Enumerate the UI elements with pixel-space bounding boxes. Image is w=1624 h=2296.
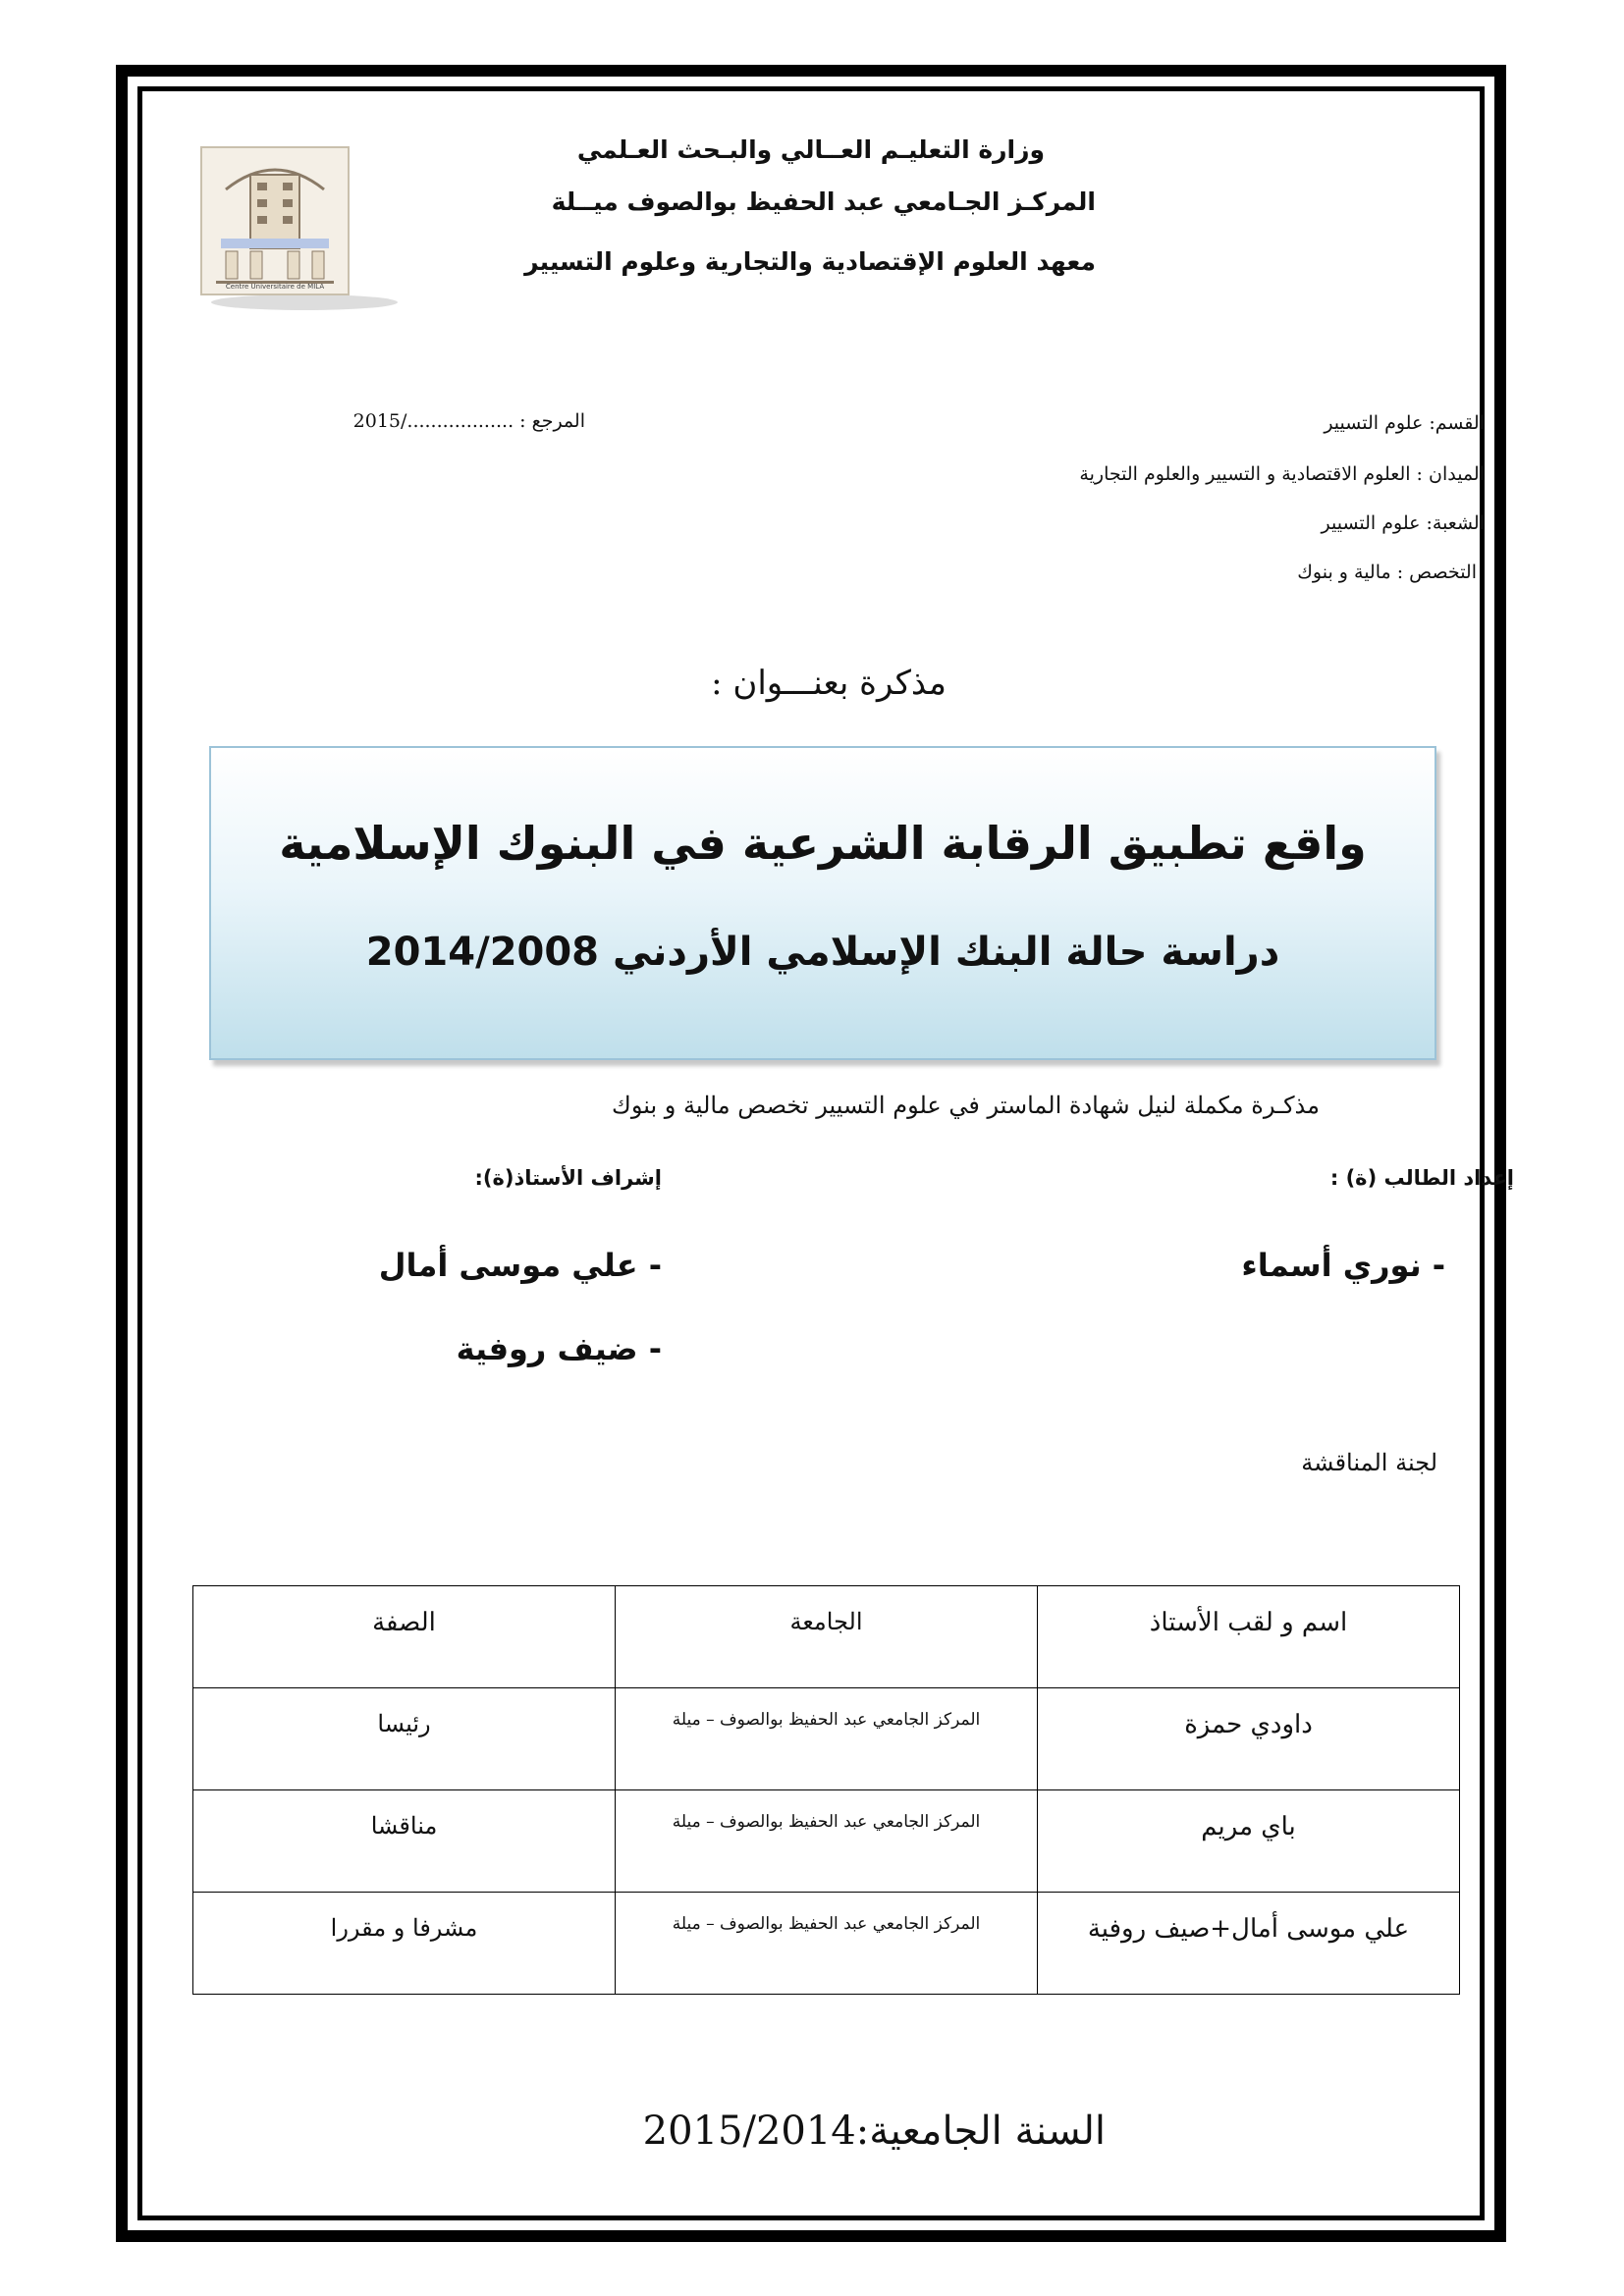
logo-caption: Centre Universitaire de MILA	[225, 283, 325, 291]
department-label: القسم: علوم التسيير	[1324, 412, 1485, 434]
thesis-main-title: واقع تطبيق الرقابة الشرعية في البنوك الإسلامية	[279, 817, 1367, 870]
supervisor-label: إشراف الأستاذ(ة):	[474, 1166, 662, 1190]
member-role: رئيسا	[193, 1688, 616, 1790]
ministry-name: وزارة التعليـم العــالي والبـحث العـلمي	[576, 135, 1045, 164]
branch-label: الشعبة: علوم التسيير	[1321, 512, 1485, 534]
header-university: الجامعة	[616, 1586, 1038, 1688]
member-university: المركز الجامعي عبد الحفيظ بوالصوف – ميلة	[616, 1688, 1038, 1790]
university-center-name: المركـز الجـامعي عبد الحفيظ بوالصوف ميــلة	[551, 187, 1096, 216]
institute-name: معهد العلوم الإقتصادية والتجارية وعلوم التسيير	[524, 247, 1096, 276]
header-role: الصفة	[193, 1586, 616, 1688]
degree-statement: مذكـرة مكملة لنيل شهادة الماستر في علوم التسيير تخصص مالية و بنوك	[612, 1092, 1320, 1119]
thesis-title-box	[209, 746, 1436, 1060]
academic-year: السنة الجامعية:2015/2014	[642, 2109, 1106, 2154]
thesis-subtitle: دراسة حالة البنك الإسلامي الأردني 2014/2008	[365, 930, 1280, 975]
reference-number: المرجع : ................../2015	[352, 410, 585, 432]
member-role: مشرفا و مقررا	[193, 1893, 616, 1995]
committee-label: لجنة المناقشة	[1301, 1449, 1437, 1476]
supervisor-name-1: - علي موسى أمال	[378, 1247, 662, 1284]
student-label: إعداد الطالب (ة) :	[1329, 1166, 1514, 1190]
member-university: المركز الجامعي عبد الحفيظ بوالصوف – ميلة	[616, 1893, 1038, 1995]
student-name: - نوري أسماء	[1241, 1247, 1445, 1284]
supervisor-name-2: - ضيف روفية	[456, 1330, 662, 1367]
field-label: الميدان : العلوم الاقتصادية و التسيير والعلوم التجارية	[1079, 463, 1485, 485]
committee-table	[192, 1585, 1460, 1995]
university-logo	[196, 145, 403, 312]
table-row	[193, 1790, 1460, 1893]
member-university: المركز الجامعي عبد الحفيظ بوالصوف – ميلة	[616, 1790, 1038, 1893]
member-name: باي مريم	[1038, 1790, 1460, 1893]
table-row	[193, 1893, 1460, 1995]
specialty-label: التخصص : مالية و بنوك	[1297, 561, 1477, 583]
memo-heading: مذكرة بعنـــوان :	[711, 664, 947, 703]
table-header-row	[193, 1586, 1460, 1688]
member-name: علي موسى أمال+صيف روفية	[1038, 1893, 1460, 1995]
member-role: مناقشا	[193, 1790, 616, 1893]
header-name: اسم و لقب الأستاذ	[1038, 1586, 1460, 1688]
table-row	[193, 1688, 1460, 1790]
member-name: داودي حمزة	[1038, 1688, 1460, 1790]
